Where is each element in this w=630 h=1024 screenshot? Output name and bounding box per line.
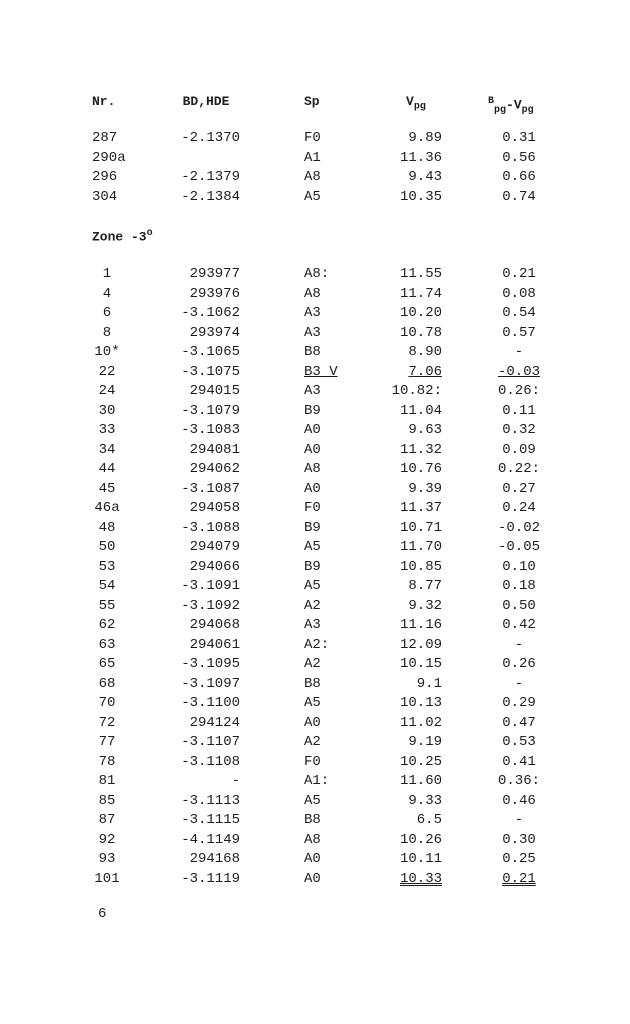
row-nr: 93 [98,851,116,867]
row-sp: F0 [304,130,321,146]
row-bv: - [514,675,524,692]
row-bv: 0.56 [502,149,536,166]
row-v: 9.32 [408,597,442,614]
row-bd: 294068 [189,617,240,633]
row-v: 11.37 [399,500,442,516]
row-bv: 0.41 [502,753,536,770]
row-sp: A2 [304,656,321,672]
row-bd: 293976 [189,285,240,302]
row-bv: -0.03 [497,363,540,380]
zone-label [92,228,153,244]
header-sp: Sp [304,94,320,109]
row-v: 9.1 [416,675,442,692]
row-v: 11.16 [399,617,442,633]
row-sp: A1: [304,773,330,789]
row-sp: A8 [304,169,321,186]
page-number: 6 [98,906,107,922]
row-nr: 1 [102,266,112,282]
row-nr: 44 [98,461,116,477]
row-bv: 0.21 [502,266,536,282]
row-bd: -3.1065 [181,344,240,360]
row-nr: 53 [98,558,116,575]
row-bv: 0.50 [502,597,536,614]
row-v: 10.25 [399,753,442,770]
row-bd: -3.1088 [181,519,240,536]
row-bv: 0.53 [502,734,536,750]
row-nr: 70 [98,695,116,711]
row-v: 10.82: [391,383,442,399]
row-bv: -0.02 [497,519,540,536]
row-sp: A5 [304,539,321,555]
row-sp: A8 [304,831,321,848]
row-sp: A3 [304,617,321,633]
row-nr: 65 [98,656,116,672]
row-bv: 0.25 [502,851,536,867]
row-sp: A8 [304,461,321,477]
row-nr: 92 [98,831,116,848]
row-sp: B9 [304,519,321,536]
row-v: 9.89 [408,130,442,146]
row-v: 9.33 [408,792,442,809]
row-v: 10.11 [399,851,442,867]
row-sp: B8 [304,344,321,360]
row-sp: A2 [304,734,321,750]
row-bv: 0.46 [502,792,536,809]
header-bpg-sub2: pg [521,104,534,116]
zone-label-text: Zone -3 [92,229,147,245]
row-bv: 0.26: [497,383,540,399]
row-sp: A5 [304,188,321,205]
row-bd: -3.1091 [181,578,240,594]
row-nr: 33 [98,422,116,438]
header-nr: Nr. [92,94,116,109]
row-bv: 0.24 [502,500,536,516]
header-bd: BD,HDE [182,94,230,109]
row-nr: 287 [92,130,118,146]
row-bv: 0.26 [502,656,536,672]
row-bd: -3.1113 [181,792,240,809]
row-bd: -3.1079 [181,402,240,419]
row-bv: 0.36: [497,773,540,789]
row-nr: 4 [102,285,112,302]
row-nr: 30 [98,402,116,419]
row-sp: A2 [304,597,321,614]
row-nr: 50 [98,539,116,555]
row-bd: -3.1107 [181,734,240,750]
header-bpg-sub1: pg [494,104,507,116]
header-vpg [406,94,426,116]
row-sp: B3 V [304,363,338,380]
row-bd: -3.1097 [181,675,240,692]
header-bpg-b: B [488,96,495,107]
row-bv: 0.32 [502,422,536,438]
row-v: 10.85 [399,558,442,575]
row-bd: - [231,773,240,789]
header-bpg-vpg [488,94,534,119]
row-nr: 46a [94,500,120,516]
row-nr: 68 [98,675,116,692]
row-bd: 294066 [189,558,240,575]
row-nr: 72 [98,714,116,731]
row-v: 10.20 [399,305,442,321]
row-bd: -3.1108 [181,753,240,770]
row-bd: -3.1100 [181,695,240,711]
row-bd: 294081 [189,441,240,458]
row-sp: B8 [304,675,321,692]
row-bv: 0.22: [497,461,540,477]
header-vpg-base: V [406,94,414,109]
row-bv: 0.08 [502,285,536,302]
row-v: 10.13 [399,695,442,711]
zone-degree: o [146,228,153,239]
row-bd: -3.1087 [181,480,240,497]
row-v: 11.04 [399,402,442,419]
row-nr: 54 [98,578,116,594]
row-bv: 0.47 [502,714,536,731]
row-sp: A3 [304,305,321,321]
row-nr: 85 [98,792,116,809]
row-sp: A0 [304,441,321,458]
row-v: 11.32 [399,441,442,458]
row-nr: 24 [98,383,116,399]
row-bv: 0.54 [502,305,536,321]
row-nr: 10* [94,344,120,360]
header-bpg-minus: -V [506,97,522,113]
row-v: 10.26 [399,831,442,848]
row-nr: 55 [98,597,116,614]
row-sp: A0 [304,870,321,887]
row-bv: 0.18 [502,578,536,594]
row-v: 11.60 [399,773,442,789]
row-nr: 63 [98,636,116,653]
row-bv: 0.30 [502,831,536,848]
row-v: 11.02 [399,714,442,731]
row-bv: 0.27 [502,480,536,497]
row-bd: -4.1149 [181,831,240,848]
row-sp: A1 [304,149,321,166]
row-nr: 48 [98,519,116,536]
header-vpg-sub: pg [413,101,426,113]
row-v: 8.90 [408,344,442,360]
row-bv: 0.09 [502,441,536,458]
row-bd: -2.1379 [181,169,240,186]
row-bv: - [514,812,524,828]
row-sp: A5 [304,695,321,711]
row-bd: -3.1075 [181,363,240,380]
row-v: 10.78 [399,324,442,341]
row-bd: -3.1119 [181,870,240,887]
row-nr: 6 [102,305,112,321]
row-v: 9.19 [408,734,442,750]
row-sp: A8: [304,266,330,282]
row-sp: F0 [304,753,321,770]
row-nr: 78 [98,753,116,770]
row-v: 10.76 [399,461,442,477]
row-sp: A2: [304,636,330,653]
row-bd: 293977 [189,266,240,282]
row-sp: B9 [304,558,321,575]
row-nr: 304 [92,188,118,205]
row-v: 12.09 [399,636,442,653]
row-v: 9.39 [408,480,442,497]
row-v: 11.55 [399,266,442,282]
row-nr: 290a [92,149,126,166]
row-nr: 22 [98,363,116,380]
row-v: 11.36 [399,149,442,166]
row-bd: 294124 [189,714,240,731]
row-bv: 0.10 [502,558,536,575]
row-v: 9.63 [408,422,442,438]
row-bv: 0.29 [502,695,536,711]
row-nr: 8 [102,324,112,341]
row-bd: 294062 [189,461,240,477]
row-v: 10.15 [399,656,442,672]
row-v: 10.71 [399,519,442,536]
row-bd: -3.1092 [181,597,240,614]
row-v: 8.77 [408,578,442,594]
row-nr: 62 [98,617,116,633]
row-v: 9.43 [408,169,442,186]
row-bd: 294058 [189,500,240,516]
row-v: 11.70 [399,539,442,555]
row-sp: A0 [304,480,321,497]
row-bd: 293974 [189,324,240,341]
row-sp: A5 [304,792,321,809]
row-bd: 294168 [189,851,240,867]
row-v: 11.74 [399,285,442,302]
row-sp: A3 [304,383,321,399]
row-v: 10.35 [399,188,442,205]
row-sp: F0 [304,500,321,516]
row-bv: 0.21 [502,870,536,887]
row-sp: A0 [304,851,321,867]
row-nr: 77 [98,734,116,750]
row-bv: - [514,636,524,653]
row-sp: A8 [304,285,321,302]
row-sp: B8 [304,812,321,828]
row-bv: 0.31 [502,130,536,146]
row-nr: 45 [98,480,116,497]
row-bv: 0.11 [502,402,536,419]
row-bv: 0.66 [502,169,536,186]
row-v: 6.5 [416,812,442,828]
row-sp: B9 [304,402,321,419]
row-bv: -0.05 [497,539,540,555]
row-bv: 0.42 [502,617,536,633]
row-bv: - [514,344,524,360]
row-bd: 294079 [189,539,240,555]
row-sp: A3 [304,324,321,341]
row-sp: A0 [304,422,321,438]
row-nr: 87 [98,812,116,828]
row-v: 7.06 [408,363,442,380]
row-bd: -2.1384 [181,188,240,205]
row-bd: -3.1083 [181,422,240,438]
row-nr: 101 [94,870,120,887]
row-v: 10.33 [399,870,442,887]
row-bd: 294061 [189,636,240,653]
row-bv: 0.57 [502,324,536,341]
row-bd: -2.1370 [181,130,240,146]
row-sp: A5 [304,578,321,594]
row-bd: 294015 [189,383,240,399]
row-bd: -3.1115 [181,812,240,828]
row-bd: -3.1095 [181,656,240,672]
row-bd: -3.1062 [181,305,240,321]
row-nr: 296 [92,169,118,186]
row-nr: 34 [98,441,116,458]
row-bv: 0.74 [502,188,536,205]
row-nr: 81 [98,773,116,789]
row-sp: A0 [304,714,321,731]
